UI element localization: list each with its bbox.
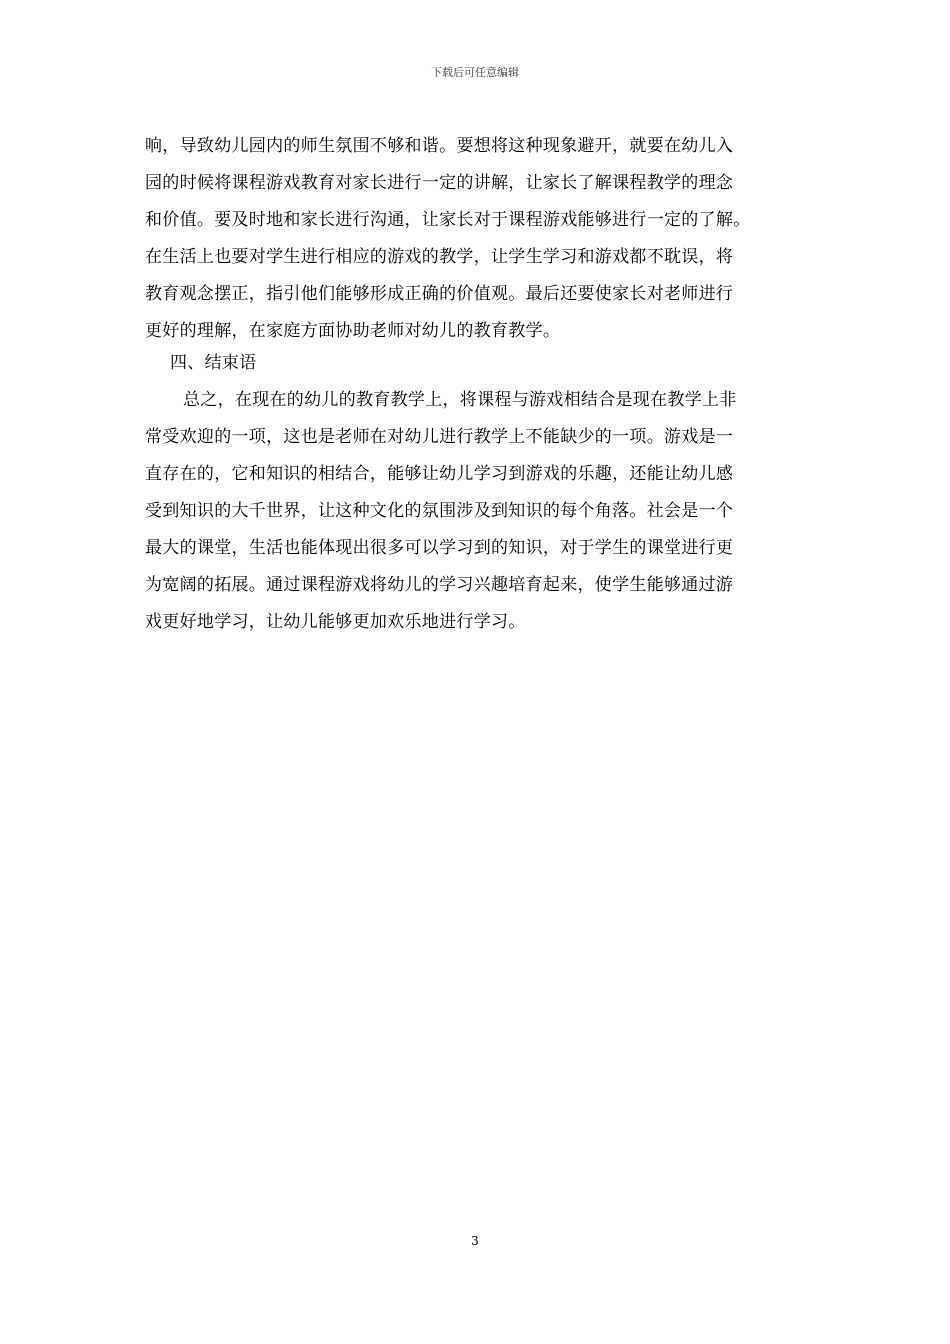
text-line: 响，导致幼儿园内的师生氛围不够和谐。要想将这种现象避开，就要在幼儿入: [145, 136, 734, 156]
page-number: 3: [471, 1234, 479, 1248]
text-line: 为宽阔的拓展。通过课程游戏将幼儿的学习兴趣培育起来，使学生能够通过游: [145, 575, 734, 595]
section-heading: 四、结束语: [170, 353, 257, 373]
text-line: 在生活上也要对学生进行相应的游戏的教学，让学生学习和游戏都不耽误，将: [145, 247, 734, 267]
text-line: 直存在的，它和知识的相结合，能够让幼儿学习到游戏的乐趣，还能让幼儿感: [145, 464, 734, 484]
text-line: 和价值。要及时地和家长进行沟通，让家长对于课程游戏能够进行一定的了解。: [145, 210, 751, 230]
conclusion-paragraph: [145, 382, 807, 641]
text-line: 戏更好地学习，让幼儿能够更加欢乐地进行学习。: [145, 612, 526, 632]
text-line: 园的时候将课程游戏教育对家长进行一定的讲解，让家长了解课程教学的理念: [145, 173, 734, 193]
text-line: 教育观念摆正，指引他们能够形成正确的价值观。最后还要使家长对老师进行: [145, 284, 734, 304]
text-line: 受到知识的大千世界，让这种文化的氛围涉及到知识的每个角落。社会是一个: [145, 501, 734, 521]
paragraph-continuation: [145, 128, 807, 350]
text-line: 常受欢迎的一项，这也是老师在对幼儿进行教学上不能缺少的一项。游戏是一: [145, 427, 734, 447]
page-header: 下载后可任意编辑: [431, 66, 519, 79]
text-line: 总之，在现在的幼儿的教育教学上，将课程与游戏相结合是现在教学上非: [183, 390, 737, 410]
text-line: 最大的课堂，生活也能体现出很多可以学习到的知识，对于学生的课堂进行更: [145, 538, 734, 558]
text-line: 更好的理解，在家庭方面协助老师对幼儿的教育教学。: [145, 321, 561, 341]
